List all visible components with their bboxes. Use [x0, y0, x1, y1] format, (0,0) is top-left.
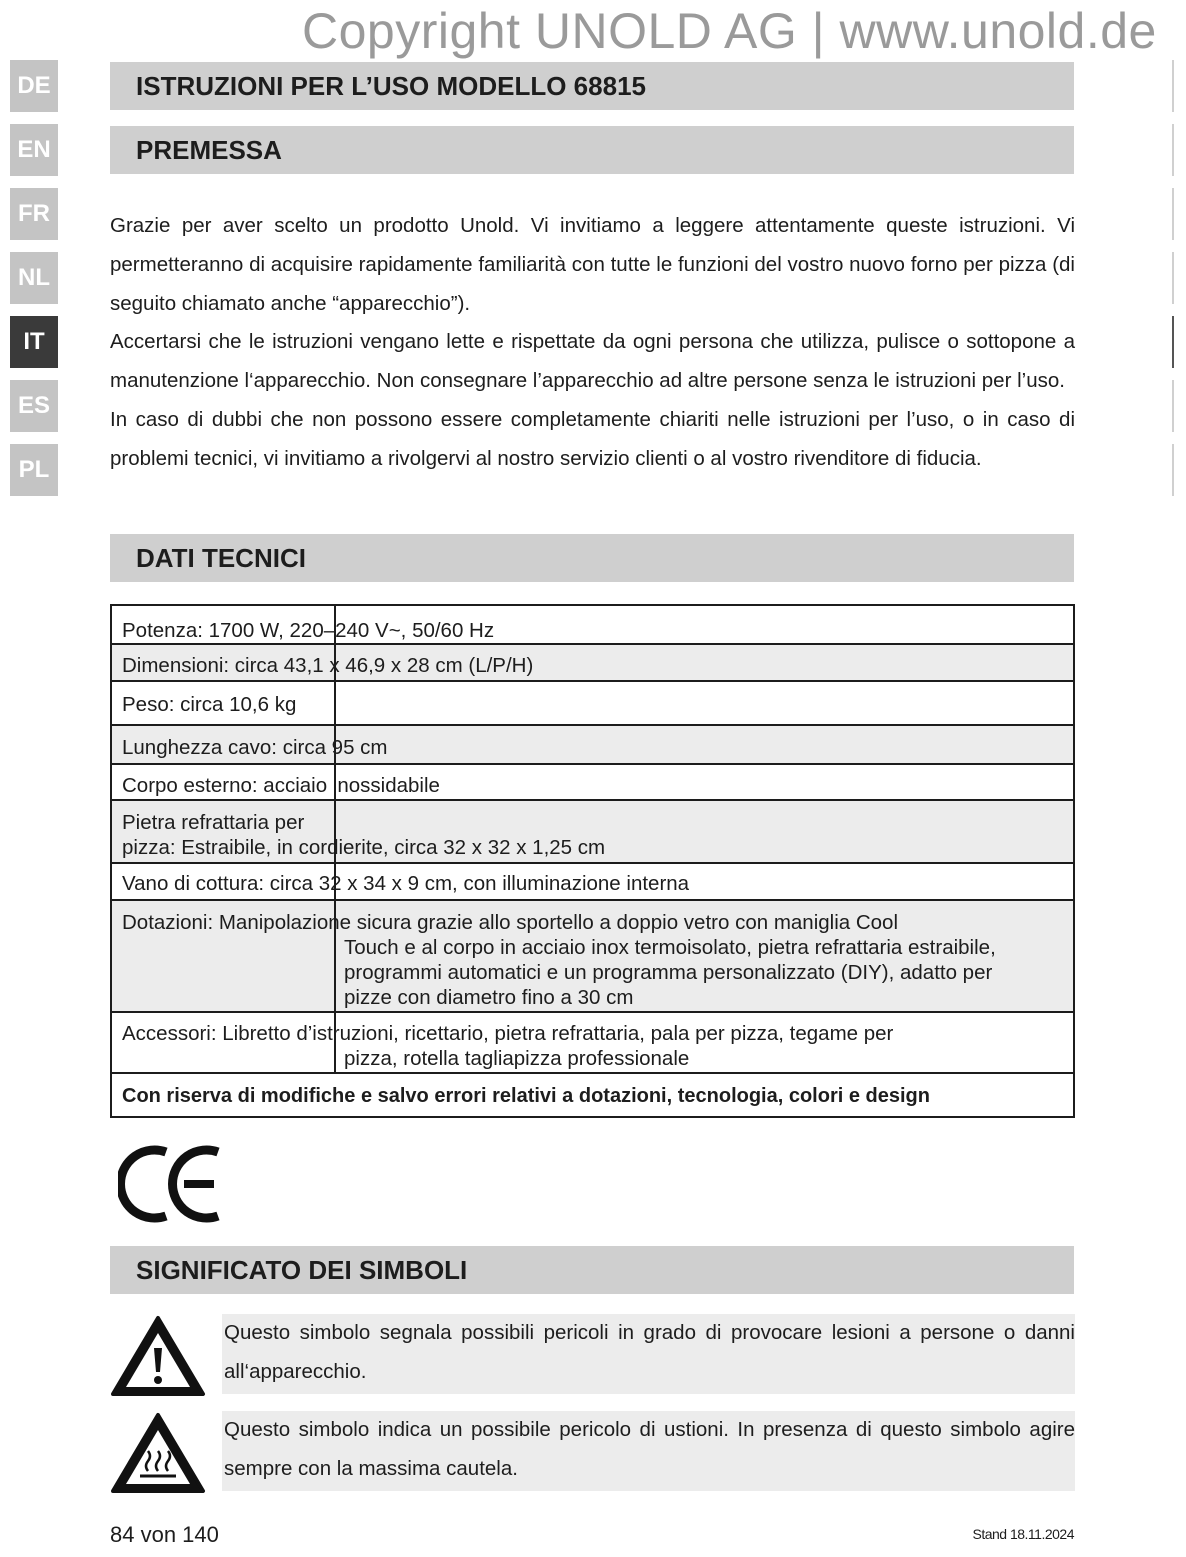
table-row — [112, 1013, 1073, 1074]
table-row — [112, 726, 1073, 765]
spec-stone-line1: Pietra refrattaria per — [122, 811, 305, 834]
spec-features — [112, 910, 1073, 1010]
edge-mark — [1172, 124, 1174, 176]
symbol-warning-row — [110, 1314, 1075, 1398]
language-tabs — [10, 60, 58, 508]
spec-features-line1: Dotazioni: Manipolazione sicura grazie allo sportello a doppio vetro con maniglia Cool — [122, 911, 899, 934]
edge-mark — [1172, 444, 1174, 496]
table-row — [112, 801, 1073, 864]
lang-tab-nl[interactable]: NL — [10, 252, 58, 304]
table-row — [112, 901, 1073, 1013]
premessa-paragraph: Grazie per aver scelto un prodotto Unold. Vi invitiamo a leggere attentamente queste istruzioni. Vi permetteranno di acquisire rapidamente familiarità con tutte le funzioni del vostro nuovo forno per pizza (di seguito chiamato anche “apparecchio”). — [110, 214, 1075, 315]
table-row — [112, 645, 1073, 682]
table-row — [112, 864, 1073, 901]
revision-date: Stand 18.11.2024 — [972, 1526, 1074, 1542]
spec-features-cont: Touch e al corpo in acciaio inox termoisolato, pietra refrattaria estraibile, — [344, 936, 996, 959]
lang-tab-en[interactable]: EN — [10, 124, 58, 176]
spec-dimensions: Dimensioni: circa 43,1 x 46,9 x 28 cm (L/P/H) — [122, 654, 534, 677]
copyright-watermark: Copyright UNOLD AG | www.unold.de — [302, 3, 1157, 59]
lang-tab-de[interactable]: DE — [10, 60, 58, 112]
table-row — [112, 682, 1073, 726]
table-row-disclaimer — [112, 1074, 1073, 1116]
symbol-warning-text: Questo simbolo segnala possibili pericoli in grado di provocare lesioni a persone o danni all‘apparecchio. — [222, 1314, 1075, 1394]
page-number: 84 von 140 — [110, 1522, 219, 1547]
spec-stone-line2: pizza: Estraibile, in cordierite, circa 32 x 32 x 1,25 cm — [122, 836, 606, 859]
table-row — [112, 765, 1073, 801]
lang-tab-pl[interactable]: PL — [10, 444, 58, 496]
spec-accessories-line1: Accessori: Libretto d’istruzioni, ricettario, pietra refrattaria, pala per pizza, tegame per — [122, 1022, 894, 1045]
edge-mark — [1172, 60, 1174, 112]
premessa-heading: PREMESSA — [110, 126, 1074, 174]
spec-power: Potenza: 1700 W, 220–240 V~, 50/60 Hz — [122, 619, 495, 642]
symbol-hot-row — [110, 1411, 1075, 1495]
spec-features-cont: pizze con diametro fino a 30 cm — [344, 986, 634, 1009]
spec-accessories-cont: pizza, rotella tagliapizza professionale — [344, 1047, 690, 1070]
lang-tab-it[interactable]: IT — [10, 316, 58, 368]
edge-mark — [1172, 380, 1174, 432]
spec-weight: Peso: circa 10,6 kg — [122, 693, 297, 716]
hot-surface-icon — [110, 1411, 206, 1495]
warning-triangle-icon — [110, 1314, 206, 1398]
premessa-body — [110, 207, 1075, 479]
edge-mark-active — [1172, 316, 1174, 368]
ce-mark-icon — [118, 1138, 228, 1228]
dati-tecnici-heading: DATI TECNICI — [110, 534, 1074, 582]
page-title: ISTRUZIONI PER L’USO MODELLO 68815 — [110, 62, 1074, 110]
table-row — [112, 606, 1073, 645]
spec-cable: Lunghezza cavo: circa 95 cm — [122, 736, 388, 759]
lang-tab-es[interactable]: ES — [10, 380, 58, 432]
spec-accessories — [112, 1021, 1073, 1071]
edge-mark — [1172, 252, 1174, 304]
spec-housing: Corpo esterno: acciaio inossidabile — [122, 774, 440, 797]
symbol-hot-text: Questo simbolo indica un possibile pericolo di ustioni. In presenza di questo simbolo agire sempre con la massima cautela. — [222, 1411, 1075, 1491]
premessa-paragraph: Accertarsi che le istruzioni vengano lette e rispettate da ogni persona che utilizza, pulisce o sottopone a manutenzione l‘apparecchio. Non consegnare l’apparecchio ad altre persone senza le istruzioni per l’uso. — [110, 330, 1075, 393]
edge-mark — [1172, 188, 1174, 240]
spec-features-cont: programmi automatici e un programma personalizzato (DIY), adatto per — [344, 961, 993, 984]
premessa-paragraph: In caso di dubbi che non possono essere completamente chiariti nelle istruzioni per l’uso, o in caso di problemi tecnici, vi invitiamo a rivolgervi al nostro servizio clienti o al vostro rivenditore di fiducia. — [110, 407, 1075, 470]
edge-thumb-index — [1172, 60, 1176, 508]
spec-stone — [112, 810, 1073, 860]
spec-disclaimer: Con riserva di modifiche e salvo errori relativi a dotazioni, tecnologia, colori e design — [122, 1085, 930, 1107]
simboli-heading: SIGNIFICATO DEI SIMBOLI — [110, 1246, 1074, 1294]
spec-chamber: Vano di cottura: circa 32 x 34 x 9 cm, con illuminazione interna — [122, 872, 690, 895]
lang-tab-fr[interactable]: FR — [10, 188, 58, 240]
spec-table — [110, 604, 1075, 1118]
